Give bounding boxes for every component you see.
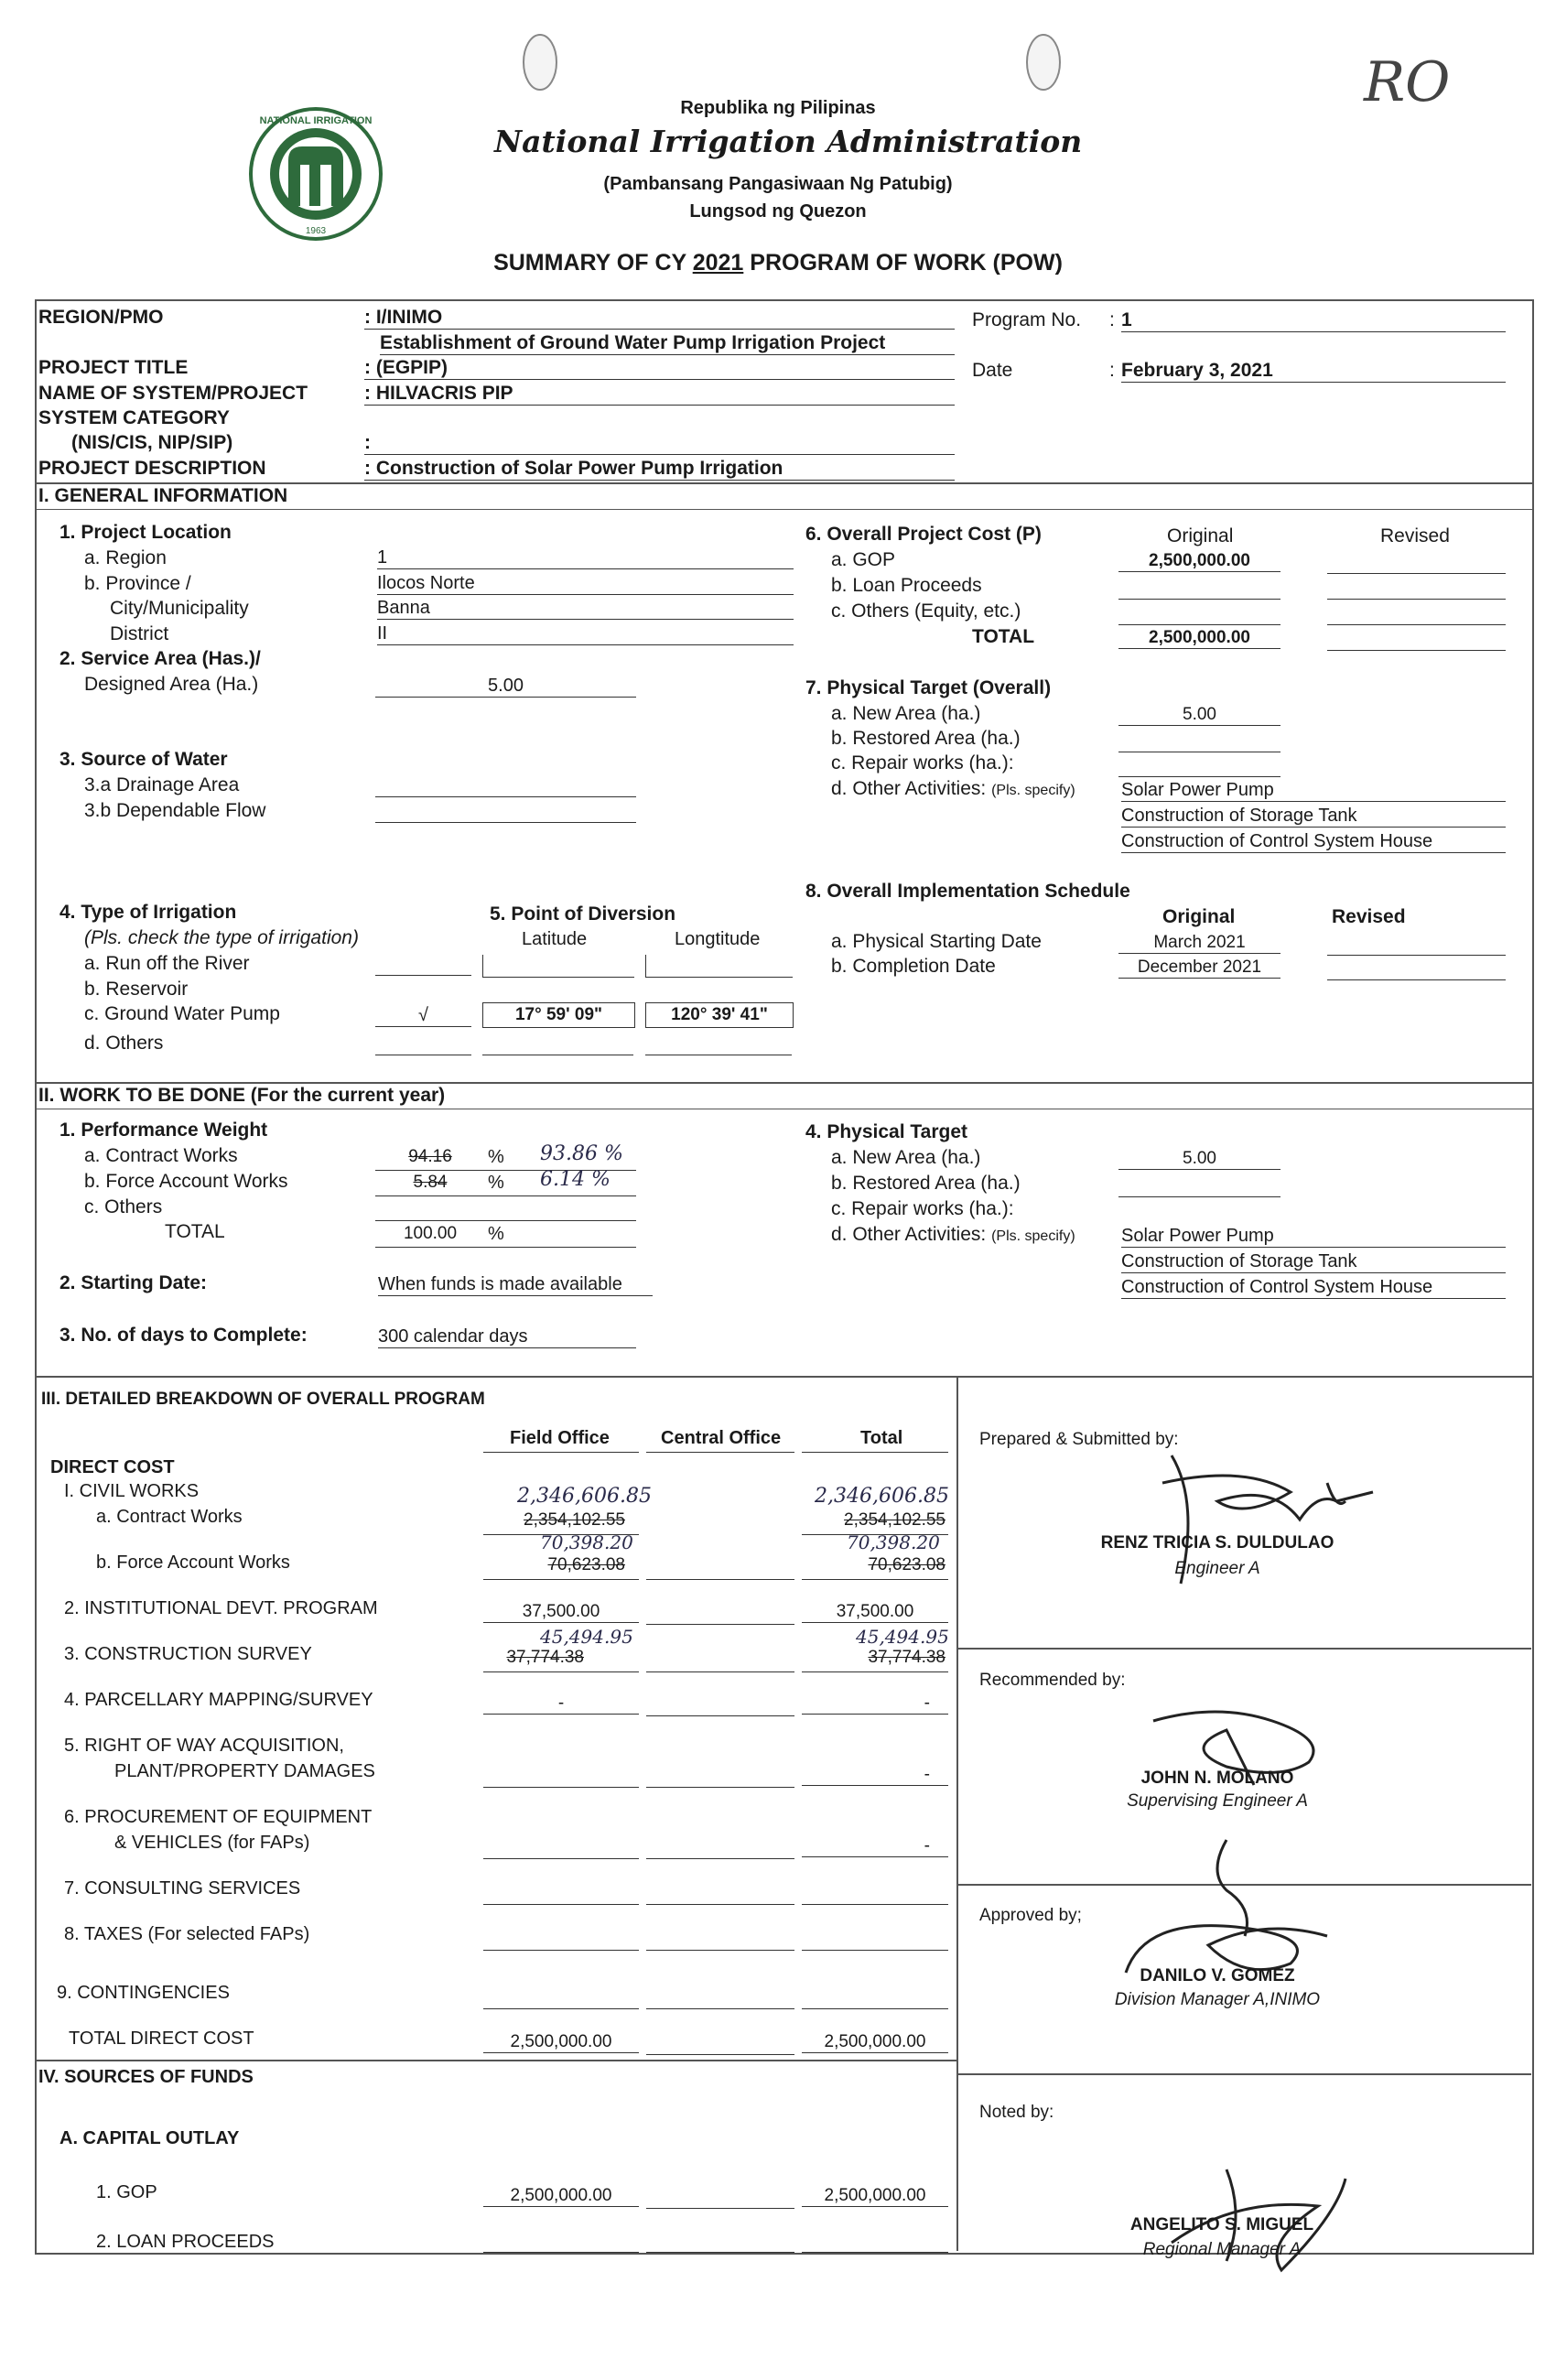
project-location-heading: 1. Project Location xyxy=(59,522,232,543)
sources-gop-field-value: 2,500,000.00 xyxy=(483,2186,639,2207)
completion-date-revised-line xyxy=(1327,957,1506,980)
perf-contract-label: a. Contract Works xyxy=(84,1145,238,1166)
contract-field-old: 2,354,102.55 xyxy=(524,1510,625,1530)
col-central-office: Central Office xyxy=(661,1428,782,1448)
recommended-name: JOHN N. MOLANO xyxy=(1140,1769,1294,1788)
district-value: II xyxy=(377,623,794,645)
nia-logo xyxy=(247,105,384,243)
perf-others-label: c. Others xyxy=(84,1196,163,1217)
document-title: SUMMARY OF CY 2021 PROGRAM OF WORK (POW) xyxy=(493,250,1063,276)
performance-weight-heading: 1. Performance Weight xyxy=(59,1120,268,1141)
capital-outlay-label: A. CAPITAL OUTLAY xyxy=(59,2128,240,2148)
type-of-irrigation-heading: 4. Type of Irrigation xyxy=(59,902,237,923)
prepared-by-label: Prepared & Submitted by: xyxy=(979,1430,1179,1449)
contract-total-new: 2,346,606.85 xyxy=(815,1485,949,1508)
target-activity-1: Solar Power Pump xyxy=(1121,1226,1506,1248)
header-country: Republika ng Pilipinas xyxy=(680,98,876,118)
starting-date-text: When funds is made available xyxy=(378,1274,653,1296)
target-new-area-value: 5.00 xyxy=(1118,1149,1280,1170)
cost-original-header: Original xyxy=(1167,525,1234,546)
activity-item-2: Construction of Storage Tank xyxy=(1121,806,1506,828)
survey-field-new: 45,494.95 xyxy=(540,1626,633,1648)
new-area-value: 5.00 xyxy=(1118,705,1280,726)
direct-cost-label: DIRECT COST xyxy=(50,1457,175,1477)
province-value: Ilocos Norte xyxy=(377,573,794,595)
header-agency: National Irrigation Administration xyxy=(494,124,1083,159)
source-of-water-heading: 3. Source of Water xyxy=(59,749,228,770)
perf-force-old: 5.84 xyxy=(413,1173,448,1192)
idp-total-value: 37,500.00 xyxy=(802,1602,948,1623)
total-direct-field-value: 2,500,000.00 xyxy=(483,2032,639,2053)
recommended-by-label: Recommended by: xyxy=(979,1671,1126,1690)
schedule-original-header: Original xyxy=(1162,906,1236,927)
target-activity-2: Construction of Storage Tank xyxy=(1121,1251,1506,1273)
target-other-activities-label: d. Other Activities: (Pls. specify) xyxy=(831,1224,1075,1245)
irrigation-others-label: d. Others xyxy=(84,1033,164,1054)
contract-total-old: 2,354,102.55 xyxy=(844,1510,945,1530)
others-latitude-line xyxy=(482,1034,633,1055)
region-field-value: 1 xyxy=(377,547,794,569)
target-new-area-label: a. New Area (ha.) xyxy=(831,1147,981,1168)
loan-revised-line xyxy=(1327,577,1506,600)
noted-name: ANGELITO S. MIGUEL xyxy=(1129,2215,1314,2234)
category-label: SYSTEM CATEGORY xyxy=(38,407,230,428)
province-label: b. Province / xyxy=(84,573,191,594)
idp-field-value: 37,500.00 xyxy=(483,1602,639,1623)
starting-date-heading: 2. Starting Date: xyxy=(59,1272,208,1293)
gop-revised-line xyxy=(1327,551,1506,574)
approved-by-label: Approved by; xyxy=(979,1906,1082,1925)
consulting-label: 7. CONSULTING SERVICES xyxy=(64,1878,301,1899)
irrigation-ground-water-check: √ xyxy=(375,1005,471,1027)
force-account-label: b. Force Account Works xyxy=(96,1552,290,1573)
implementation-schedule-heading: 8. Overall Implementation Schedule xyxy=(805,881,1130,902)
header-city: Lungsod ng Quezon xyxy=(689,201,867,222)
region-field-label: a. Region xyxy=(84,547,167,568)
survey-total-old: 37,774.38 xyxy=(868,1648,945,1667)
program-no-colon: : xyxy=(1109,309,1115,330)
irrigation-others-checkbox xyxy=(375,1034,471,1055)
taxes-label: 8. TAXES (For selected FAPs) xyxy=(64,1924,310,1944)
others-longitude-line xyxy=(645,1034,792,1055)
completion-date-label: b. Completion Date xyxy=(831,956,996,977)
program-no-label: Program No. xyxy=(972,309,1082,330)
procurement-total-value: - xyxy=(802,1836,948,1857)
perf-force-new: 6.14 % xyxy=(540,1168,611,1191)
category-value: : xyxy=(364,432,955,455)
longitude-label: Longtitude xyxy=(675,929,761,949)
latitude-value: 17° 59' 09" xyxy=(482,1002,635,1028)
system-label: NAME OF SYSTEM/PROJECT xyxy=(38,383,308,404)
approved-title: Division Manager A,INIMO xyxy=(1114,1990,1321,2009)
cost-total-revised-line xyxy=(1327,628,1506,651)
irrigation-ground-water-label: c. Ground Water Pump xyxy=(84,1003,280,1024)
repair-works-line xyxy=(1118,754,1280,777)
others-original-line xyxy=(1118,602,1280,625)
region-label: REGION/PMO xyxy=(38,307,164,328)
noted-by-label: Noted by: xyxy=(979,2103,1054,2122)
target-restored-label: b. Restored Area (ha.) xyxy=(831,1173,1021,1194)
project-title-value: : (EGPIP) xyxy=(364,357,955,380)
right-of-way-total-value: - xyxy=(802,1765,948,1786)
starting-date-label: a. Physical Starting Date xyxy=(831,931,1042,952)
svg-text:NATIONAL IRRIGATION: NATIONAL IRRIGATION xyxy=(259,115,373,126)
service-area-heading: 2. Service Area (Has.)/ xyxy=(59,648,261,669)
longitude-value: 120° 39' 41" xyxy=(645,1002,794,1028)
physical-target-overall-heading: 7. Physical Target (Overall) xyxy=(805,677,1052,698)
noted-title: Regional Manager A xyxy=(1142,2240,1302,2259)
right-of-way-label-2: PLANT/PROPERTY DAMAGES xyxy=(114,1761,375,1781)
header-tagalog: (Pambansang Pangasiwaan Ng Patubig) xyxy=(603,174,953,194)
program-no-value: 1 xyxy=(1121,309,1506,332)
survey-field-old: 37,774.38 xyxy=(506,1648,584,1667)
perf-contract-old: 94.16 xyxy=(408,1147,452,1166)
sources-gop-label: 1. GOP xyxy=(96,2182,157,2202)
restored-area-line xyxy=(1118,730,1280,752)
svg-text:1963: 1963 xyxy=(305,226,327,236)
point-of-diversion-heading: 5. Point of Diversion xyxy=(490,903,676,925)
drainage-area-label: 3.a Drainage Area xyxy=(84,774,240,795)
force-field-old: 70,623.08 xyxy=(547,1555,625,1574)
cost-total-value: 2,500,000.00 xyxy=(1118,628,1280,649)
contingencies-label: 9. CONTINGENCIES xyxy=(57,1983,230,2003)
loan-proceeds-label: b. Loan Proceeds xyxy=(831,575,982,596)
total-direct-cost-label: TOTAL DIRECT COST xyxy=(69,2028,254,2049)
idp-label: 2. INSTITUTIONAL DEVT. PROGRAM xyxy=(64,1598,378,1618)
punch-holes xyxy=(494,18,1080,101)
section-sources-heading: IV. SOURCES OF FUNDS xyxy=(38,2067,254,2087)
perf-force-pct: % xyxy=(488,1173,504,1193)
run-off-latitude-box xyxy=(482,955,634,978)
section-breakdown-heading: III. DETAILED BREAKDOWN OF OVERALL PROGRAM xyxy=(41,1390,485,1409)
sources-loan-label: 2. LOAN PROCEEDS xyxy=(96,2232,275,2252)
perf-total-label: TOTAL xyxy=(165,1221,225,1242)
perf-force-label: b. Force Account Works xyxy=(84,1171,288,1192)
target-repair-label: c. Repair works (ha.): xyxy=(831,1198,1014,1219)
contract-field-new: 2,346,606.85 xyxy=(517,1485,652,1508)
target-restored-line xyxy=(1118,1174,1280,1197)
force-field-new: 70,398.20 xyxy=(540,1531,633,1553)
survey-total-new: 45,494.95 xyxy=(856,1626,949,1648)
force-total-old: 70,623.08 xyxy=(868,1555,945,1574)
contract-works-label: a. Contract Works xyxy=(96,1507,243,1527)
prepared-title: Engineer A xyxy=(1174,1559,1260,1578)
cost-total-label: TOTAL xyxy=(972,626,1035,647)
others-revised-line xyxy=(1327,602,1506,625)
perf-total-value: 100.00 xyxy=(403,1224,458,1243)
irrigation-run-off-label: a. Run off the River xyxy=(84,953,250,974)
city-label: City/Municipality xyxy=(110,598,249,619)
other-activities-label: d. Other Activities: (Pls. specify) xyxy=(831,778,1075,799)
perf-others-line xyxy=(375,1198,636,1221)
restored-area-label: b. Restored Area (ha.) xyxy=(831,728,1021,749)
sources-gop-total-value: 2,500,000.00 xyxy=(802,2186,948,2207)
perf-total-pct: % xyxy=(488,1224,504,1244)
target-activity-3: Construction of Control System House xyxy=(1121,1277,1506,1299)
force-total-new: 70,398.20 xyxy=(847,1531,940,1553)
activity-item-3: Construction of Control System House xyxy=(1121,831,1506,853)
starting-date-revised-line xyxy=(1327,933,1506,956)
physical-target-heading: 4. Physical Target xyxy=(805,1121,968,1142)
others-equity-label: c. Others (Equity, etc.) xyxy=(831,600,1021,622)
project-title-label: PROJECT TITLE xyxy=(38,357,189,378)
days-to-complete-label: 3. No. of days to Complete: xyxy=(59,1325,308,1346)
col-total: Total xyxy=(860,1428,903,1448)
system-value: : HILVACRIS PIP xyxy=(364,383,955,406)
civil-works-label: I. CIVIL WORKS xyxy=(64,1481,200,1501)
section-work-heading: II. WORK TO BE DONE (For the current year) xyxy=(38,1085,446,1106)
irrigation-run-off-checkbox xyxy=(375,955,471,976)
perf-contract-pct: % xyxy=(488,1147,504,1167)
new-area-label: a. New Area (ha.) xyxy=(831,703,981,724)
irrigation-note: (Pls. check the type of irrigation) xyxy=(84,927,359,948)
construction-survey-label: 3. CONSTRUCTION SURVEY xyxy=(64,1644,312,1664)
gop-label: a. GOP xyxy=(831,549,896,570)
corner-handwritten-mark: RO xyxy=(1364,50,1451,114)
parcellary-label: 4. PARCELLARY MAPPING/SURVEY xyxy=(64,1690,373,1710)
category-sub: (NIS/CIS, NIP/SIP) xyxy=(71,432,233,453)
dependable-flow-line xyxy=(375,802,636,823)
drainage-area-line xyxy=(375,776,636,797)
designed-area-value: 5.00 xyxy=(375,676,636,698)
latitude-label: Latitude xyxy=(522,929,588,949)
perf-contract-new: 93.86 % xyxy=(540,1142,623,1165)
overall-cost-heading: 6. Overall Project Cost (P) xyxy=(805,524,1042,545)
date-label: Date xyxy=(972,360,1013,381)
region-value: : I/INIMO xyxy=(364,307,955,330)
cost-revised-header: Revised xyxy=(1380,525,1450,546)
description-label: PROJECT DESCRIPTION xyxy=(38,458,266,479)
irrigation-reservoir-label: b. Reservoir xyxy=(84,979,189,1000)
days-to-complete-value: 300 calendar days xyxy=(378,1326,636,1348)
procurement-label-1: 6. PROCUREMENT OF EQUIPMENT xyxy=(64,1807,373,1827)
project-title-line1: Establishment of Ground Water Pump Irrigation Project xyxy=(380,332,955,355)
run-off-longitude-box xyxy=(645,955,793,978)
section-general-info-heading: I. GENERAL INFORMATION xyxy=(38,485,288,506)
parcellary-field-value: - xyxy=(483,1693,639,1715)
date-colon: : xyxy=(1109,360,1115,381)
gop-original-value: 2,500,000.00 xyxy=(1118,551,1280,572)
schedule-revised-header: Revised xyxy=(1332,906,1406,927)
parcellary-total-value: - xyxy=(802,1693,948,1715)
procurement-label-2: & VEHICLES (for FAPs) xyxy=(114,1833,310,1853)
dependable-flow-label: 3.b Dependable Flow xyxy=(84,800,266,821)
right-of-way-label-1: 5. RIGHT OF WAY ACQUISITION, xyxy=(64,1736,344,1756)
total-direct-total-value: 2,500,000.00 xyxy=(802,2032,948,2053)
repair-works-label: c. Repair works (ha.): xyxy=(831,752,1014,774)
col-field-office: Field Office xyxy=(510,1428,610,1448)
activity-item-1: Solar Power Pump xyxy=(1121,780,1506,802)
prepared-name: RENZ TRICIA S. DULDULAO xyxy=(1100,1533,1334,1552)
date-value: February 3, 2021 xyxy=(1121,360,1506,383)
city-value: Banna xyxy=(377,598,794,620)
starting-date-value: March 2021 xyxy=(1118,933,1280,954)
description-value: : Construction of Solar Power Pump Irrigation xyxy=(364,458,955,481)
approved-name: DANILO V. GOMEZ xyxy=(1140,1966,1295,1985)
loan-original-line xyxy=(1118,577,1280,600)
district-label: District xyxy=(110,623,169,644)
completion-date-value: December 2021 xyxy=(1118,957,1280,979)
recommended-title: Supervising Engineer A xyxy=(1127,1791,1308,1811)
designed-area-label: Designed Area (Ha.) xyxy=(84,674,259,695)
